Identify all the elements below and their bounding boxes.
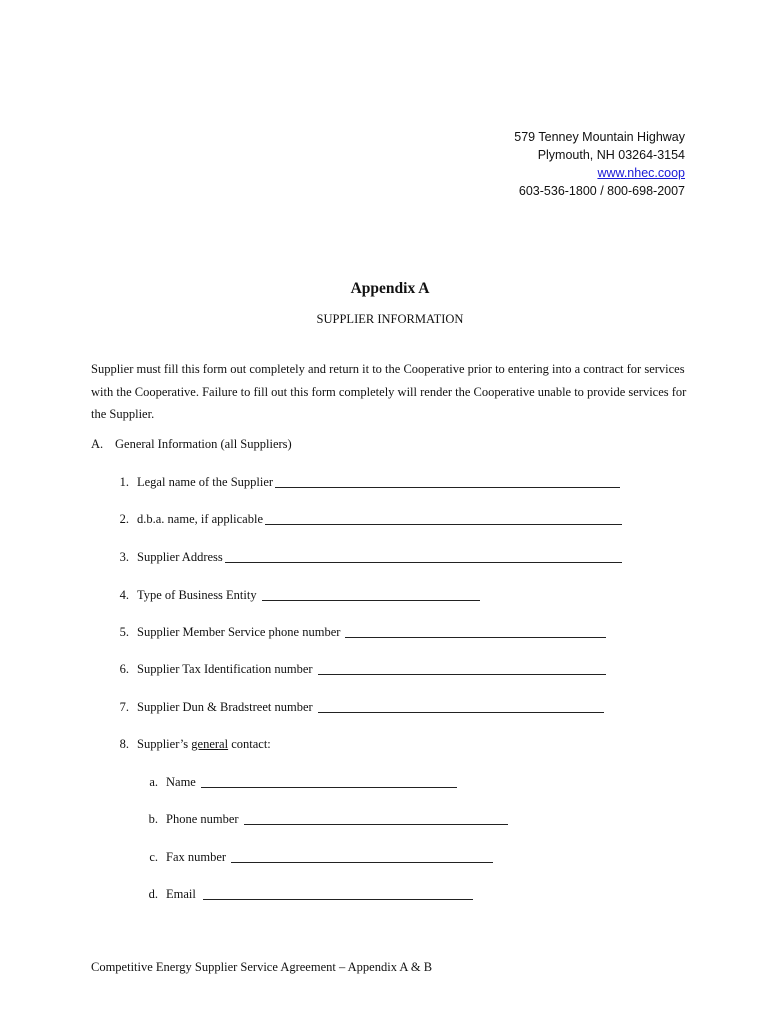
item-number: 8. bbox=[119, 737, 129, 751]
item-label: Supplier Tax Identification number bbox=[137, 662, 313, 676]
subitem-label: Name bbox=[166, 775, 196, 789]
member-service-phone-input-line[interactable] bbox=[345, 636, 606, 638]
section-a-heading bbox=[91, 437, 292, 452]
section-label: General Information (all Suppliers) bbox=[115, 437, 292, 451]
subitem-letter: a. bbox=[149, 775, 158, 789]
item-label: d.b.a. name, if applicable bbox=[137, 512, 263, 526]
field-dba-name bbox=[107, 512, 622, 527]
contact-email-input-line[interactable] bbox=[203, 898, 473, 900]
item-label: Supplier Member Service phone number bbox=[137, 625, 341, 639]
subitem-letter: d. bbox=[148, 887, 158, 901]
contact-name-input-line[interactable] bbox=[201, 786, 457, 788]
subitem-letter: c. bbox=[149, 850, 158, 864]
item-label: Supplier Address bbox=[137, 550, 223, 564]
item-label: Supplier Dun & Bradstreet number bbox=[137, 700, 313, 714]
item-number: 2. bbox=[119, 512, 129, 526]
field-contact-name bbox=[144, 775, 457, 790]
label-pre: Supplier’s bbox=[137, 737, 192, 751]
subitem-label: Fax number bbox=[166, 850, 227, 864]
address-phone: 603-536-1800 / 800-698-2007 bbox=[518, 184, 685, 198]
supplier-address-input-line[interactable] bbox=[225, 561, 622, 563]
item-number: 3. bbox=[119, 550, 129, 564]
page-footer: Competitive Energy Supplier Service Agreement – Appendix A & B bbox=[91, 960, 433, 974]
address-street: 579 Tenney Mountain Highway bbox=[514, 130, 685, 144]
address-city: Plymouth, NH 03264-3154 bbox=[537, 148, 685, 162]
field-legal-name bbox=[107, 475, 620, 490]
dun-bradstreet-input-line[interactable] bbox=[318, 711, 604, 713]
item-number: 4. bbox=[119, 588, 129, 602]
field-contact-phone bbox=[144, 812, 508, 827]
item-label: Type of Business Entity bbox=[137, 588, 257, 602]
legal-name-input-line[interactable] bbox=[275, 486, 620, 488]
item-label: Legal name of the Supplier bbox=[137, 475, 274, 489]
field-dun-bradstreet bbox=[107, 700, 604, 715]
field-member-service-phone bbox=[107, 625, 606, 640]
subitem-label: Email bbox=[166, 887, 196, 901]
item-number: 6. bbox=[119, 662, 129, 676]
subitem-letter: b. bbox=[148, 812, 158, 826]
section-letter: A. bbox=[91, 437, 104, 451]
cooperative-address-block bbox=[514, 128, 685, 200]
field-general-contact bbox=[107, 737, 271, 752]
field-tax-id bbox=[107, 662, 606, 677]
page-subtitle: SUPPLIER INFORMATION bbox=[316, 312, 464, 326]
contact-fax-input-line[interactable] bbox=[231, 861, 493, 863]
tax-id-input-line[interactable] bbox=[318, 673, 606, 675]
label-post: contact: bbox=[228, 737, 271, 751]
field-contact-fax bbox=[144, 850, 493, 865]
field-supplier-address bbox=[107, 550, 622, 565]
field-business-entity bbox=[107, 588, 480, 603]
item-number: 5. bbox=[119, 625, 129, 639]
business-entity-input-line[interactable] bbox=[262, 599, 480, 601]
page-title: Appendix A bbox=[350, 280, 430, 297]
website-link[interactable]: www.nhec.coop bbox=[597, 166, 685, 180]
dba-name-input-line[interactable] bbox=[265, 523, 622, 525]
item-number: 1. bbox=[119, 475, 129, 489]
item-label bbox=[137, 737, 271, 752]
item-number: 7. bbox=[119, 700, 129, 714]
intro-paragraph: Supplier must fill this form out completely and return it to the Cooperative prior to entering into a contract for services with the Cooperative. Failure to fill out this form completely will render the Cooperative unable to provide services for the Supplier. bbox=[91, 362, 687, 421]
field-contact-email bbox=[144, 887, 473, 902]
subitem-label: Phone number bbox=[166, 812, 239, 826]
contact-phone-input-line[interactable] bbox=[244, 823, 508, 825]
label-emphasis: general bbox=[191, 737, 229, 751]
